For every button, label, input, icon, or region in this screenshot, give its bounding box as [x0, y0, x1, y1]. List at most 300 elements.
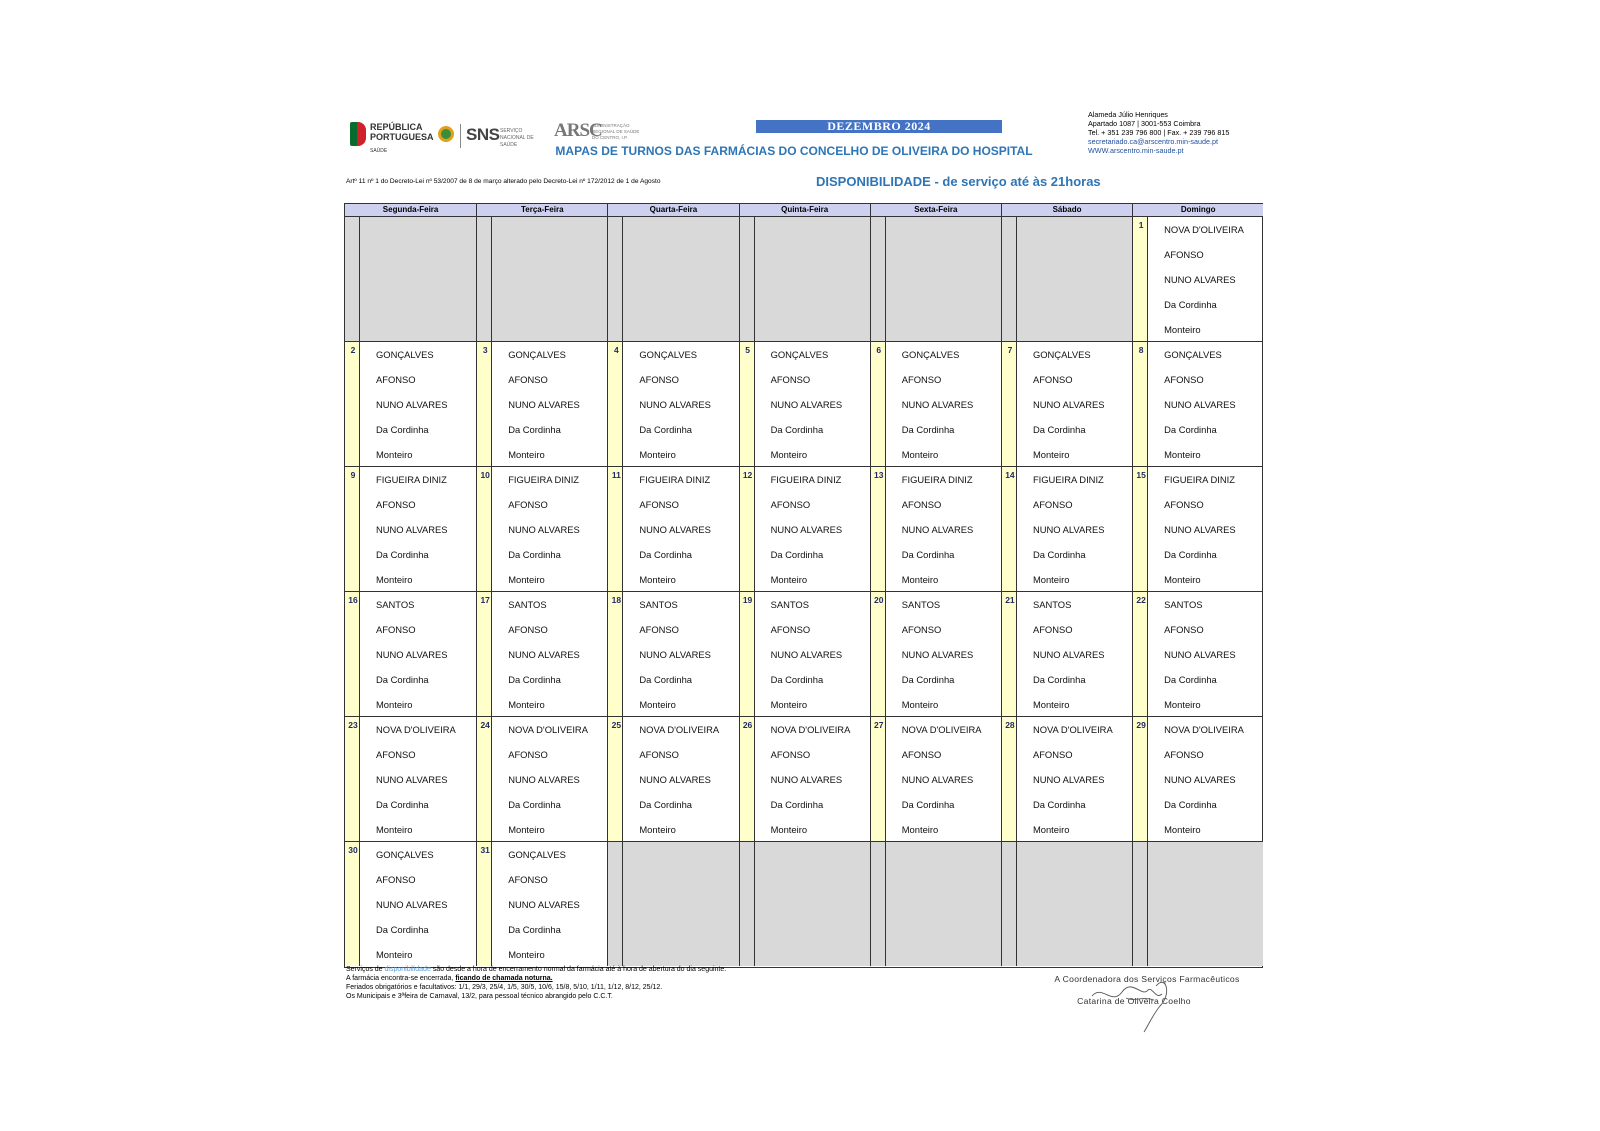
weekday-label: Sexta-Feira: [870, 204, 1001, 217]
day-number-column: [345, 842, 360, 966]
pharmacy-name: Da Cordinha: [639, 674, 693, 685]
empty-day-body: [755, 842, 870, 966]
day-number-column: [871, 842, 886, 966]
day-number: 27: [874, 720, 884, 730]
pharmacy-name: Da Cordinha: [639, 549, 693, 560]
pharmacy-name: Monteiro: [1164, 449, 1201, 460]
day-number: 16: [348, 595, 358, 605]
pharmacy-name: FIGUEIRA DINIZ: [901, 474, 973, 485]
pharmacy-name: AFONSO: [508, 749, 548, 760]
pharmacy-list: [1033, 349, 1105, 466]
pharmacy-list: [508, 474, 580, 591]
pharmacy-list: [376, 599, 448, 716]
pharmacy-name: AFONSO: [639, 624, 679, 635]
day-cell: [345, 842, 476, 966]
calendar-week: [345, 342, 1262, 467]
calendar-week: [345, 592, 1262, 717]
pharmacy-name: Monteiro: [376, 949, 413, 960]
pharmacy-name: AFONSO: [770, 374, 811, 385]
day-number: 9: [350, 470, 356, 480]
pharmacy-name: SANTOS: [508, 599, 547, 610]
pharmacy-name: Da Cordinha: [1032, 674, 1086, 685]
pharmacy-list: [639, 474, 711, 591]
address-line: Apartado 1087 | 3001-553 Coimbra: [1088, 119, 1201, 128]
pharmacy-name: Monteiro: [1164, 324, 1201, 335]
day-number-column: [1002, 342, 1017, 466]
pharmacy-name: Monteiro: [376, 699, 413, 710]
pharmacy-name: NUNO ALVARES: [639, 649, 711, 660]
pharmacy-list: [1164, 724, 1244, 841]
day-number: 25: [611, 720, 622, 730]
day-number: 23: [348, 720, 358, 730]
pharmacy-name: Monteiro: [508, 949, 545, 960]
day-number: 3: [482, 345, 488, 355]
pharmacy-name: NUNO ALVARES: [1032, 649, 1105, 660]
day-cell-empty: [870, 217, 1001, 341]
note-line: Os Municipais e 3ªfeira de Carnaval, 13/2, para pessoal técnico abrangido pelo C.C.T.: [346, 993, 613, 1000]
weekday-label: Terça-Feira: [476, 204, 607, 217]
day-cell: [345, 342, 476, 466]
day-number-column: [477, 842, 492, 966]
day-number-column: [1133, 717, 1148, 841]
day-cell: [739, 592, 870, 716]
address-block: [1088, 110, 1229, 155]
pharmacy-name: NOVA D'OLIVEIRA: [901, 724, 982, 735]
pharmacy-name: Da Cordinha: [1164, 674, 1217, 685]
day-cell: [1001, 717, 1132, 841]
pharmacy-name: Monteiro: [376, 449, 413, 460]
pharmacy-name: Da Cordinha: [901, 549, 955, 560]
pharmacy-name: Da Cordinha: [376, 799, 429, 810]
pharmacy-name: Da Cordinha: [508, 549, 561, 560]
pharmacy-list: [508, 349, 580, 466]
day-cell-empty: [870, 842, 1001, 966]
pharmacy-name: NUNO ALVARES: [1164, 399, 1236, 410]
day-number: 20: [874, 595, 884, 605]
pharmacy-name: Da Cordinha: [376, 674, 429, 685]
signature-role: A Coordenadora dos Serviços Farmacêuticos: [1054, 974, 1240, 984]
empty-day-body: [886, 842, 1001, 966]
pharmacy-name: FIGUEIRA DINIZ: [1032, 474, 1104, 485]
pharmacy-name: NUNO ALVARES: [1164, 274, 1236, 285]
day-number-column: [608, 842, 623, 966]
pharmacy-name: Da Cordinha: [1164, 799, 1217, 810]
pharmacy-name: SANTOS: [376, 599, 415, 610]
pharmacy-name: NUNO ALVARES: [1032, 524, 1105, 535]
email-link[interactable]: secretariado.ca@arscentro.min-saude.pt: [1088, 137, 1218, 146]
day-cell: [1132, 467, 1263, 591]
pharmacy-name: NUNO ALVARES: [508, 524, 580, 535]
day-cell: [345, 592, 476, 716]
day-number-column: [740, 467, 755, 591]
day-number-column: [871, 342, 886, 466]
day-number-column: [1002, 467, 1017, 591]
day-number-column: [608, 217, 623, 341]
handwritten-signature-icon: [1082, 976, 1202, 1034]
day-cell: [870, 717, 1001, 841]
note-line: [346, 965, 726, 974]
day-cell-empty: [739, 217, 870, 341]
day-number-column: [608, 592, 623, 716]
day-number-column: [477, 717, 492, 841]
empty-day-body: [492, 217, 607, 341]
day-number: 13: [874, 470, 884, 480]
day-number-column: [1133, 217, 1148, 341]
day-cell: [870, 342, 1001, 466]
pharmacy-name: NOVA D'OLIVEIRA: [770, 724, 851, 735]
pharmacy-name: Da Cordinha: [901, 424, 955, 435]
pharmacy-name: Da Cordinha: [376, 424, 429, 435]
pharmacy-name: Da Cordinha: [508, 924, 561, 935]
pharmacy-name: Monteiro: [1032, 574, 1070, 585]
pharmacy-name: AFONSO: [901, 499, 942, 510]
pharmacy-name: Monteiro: [901, 699, 939, 710]
day-number: 26: [742, 720, 753, 730]
pharmacy-list: [376, 849, 448, 966]
weekday-label: Sábado: [1001, 204, 1132, 217]
website-link[interactable]: WWW.arscentro.min-saude.pt: [1088, 146, 1184, 155]
day-number-column: [871, 717, 886, 841]
pharmacy-list: [902, 349, 974, 466]
pharmacy-list: [1033, 724, 1113, 841]
day-number-column: [608, 467, 623, 591]
weekday-label: Quinta-Feira: [739, 204, 870, 217]
day-cell: [1132, 717, 1263, 841]
day-number: 12: [742, 470, 753, 480]
pharmacy-list: [508, 724, 588, 841]
logo-sns-sub: SERVIÇO NACIONAL DE SAÚDE: [500, 128, 534, 148]
pharmacy-name: NUNO ALVARES: [901, 399, 974, 410]
day-cell: [1001, 592, 1132, 716]
pharmacy-name: AFONSO: [508, 374, 548, 385]
pharmacy-name: NUNO ALVARES: [639, 399, 711, 410]
note-emphasis: ficando de chamada noturna.: [455, 975, 553, 982]
pharmacy-list: [639, 599, 711, 716]
pharmacy-name: GONÇALVES: [1032, 349, 1091, 360]
calendar-week: [345, 717, 1262, 842]
pharmacy-list: [1033, 599, 1105, 716]
pharmacy-list: [771, 599, 843, 716]
pharmacy-name: AFONSO: [1032, 749, 1073, 760]
day-number: 17: [480, 595, 490, 605]
day-cell: [476, 592, 607, 716]
pharmacy-name: NUNO ALVARES: [376, 649, 448, 660]
pharmacy-list: [376, 474, 448, 591]
day-cell: [607, 717, 738, 841]
pharmacy-name: GONÇALVES: [376, 349, 434, 360]
day-cell: [1001, 342, 1132, 466]
day-cell-empty: [739, 842, 870, 966]
subtitle: DISPONIBILIDADE - de serviço até às 21horas: [816, 174, 1101, 189]
pharmacy-name: NUNO ALVARES: [1164, 649, 1236, 660]
pharmacy-list: [376, 349, 448, 466]
day-cell: [870, 592, 1001, 716]
pharmacy-name: Da Cordinha: [376, 924, 429, 935]
pharmacy-name: AFONSO: [376, 749, 416, 760]
pharmacy-name: Da Cordinha: [770, 799, 824, 810]
day-number-column: [477, 217, 492, 341]
pharmacy-name: Da Cordinha: [1032, 799, 1086, 810]
day-number: 14: [1005, 470, 1015, 480]
pharmacy-name: Monteiro: [639, 574, 676, 585]
pharmacy-list: [902, 599, 974, 716]
pharmacy-name: AFONSO: [1164, 499, 1204, 510]
day-cell-empty: [345, 217, 476, 341]
day-number-column: [477, 342, 492, 466]
sns-logo: [438, 122, 548, 152]
pharmacy-name: Monteiro: [508, 699, 545, 710]
pharmacy-name: Da Cordinha: [770, 549, 824, 560]
logo-sns-text: SNS: [466, 125, 500, 144]
pharmacy-name: Monteiro: [508, 574, 545, 585]
pharmacy-list: [771, 349, 843, 466]
day-number: 4: [614, 345, 619, 355]
pharmacy-name: NOVA D'OLIVEIRA: [639, 724, 720, 735]
pharmacy-name: AFONSO: [770, 499, 811, 510]
day-cell: [476, 342, 607, 466]
pharmacy-list: [771, 724, 851, 841]
day-number-column: [871, 467, 886, 591]
logo-republica-text: REPÚBLICA PORTUGUESA: [370, 122, 434, 142]
pharmacy-name: Monteiro: [1164, 699, 1201, 710]
pharmacy-name: SANTOS: [1032, 599, 1072, 610]
pharmacy-name: NUNO ALVARES: [376, 524, 448, 535]
pharmacy-name: AFONSO: [639, 749, 679, 760]
pharmacy-name: NOVA D'OLIVEIRA: [508, 724, 588, 735]
day-cell: [345, 717, 476, 841]
pharmacy-name: AFONSO: [901, 624, 942, 635]
pharmacy-list: [771, 474, 843, 591]
calendar-weeks: [345, 217, 1262, 967]
pharmacy-name: AFONSO: [901, 374, 942, 385]
pharmacy-name: NUNO ALVARES: [770, 774, 843, 785]
day-number-column: [345, 467, 360, 591]
pharmacy-name: GONÇALVES: [376, 849, 434, 860]
pharmacy-name: Monteiro: [770, 824, 808, 835]
calendar: [344, 203, 1263, 968]
day-number-column: [1133, 592, 1148, 716]
day-number-column: [1002, 592, 1017, 716]
day-number: 5: [745, 345, 750, 355]
pharmacy-name: NUNO ALVARES: [376, 399, 448, 410]
pharmacy-name: GONÇALVES: [508, 349, 566, 360]
pharmacy-name: Da Cordinha: [639, 424, 693, 435]
pharmacy-name: AFONSO: [639, 374, 679, 385]
page-title: MAPAS DE TURNOS DAS FARMÁCIAS DO CONCELHO DE OLIVEIRA DO HOSPITAL: [555, 144, 1033, 158]
pharmacy-name: Monteiro: [508, 449, 545, 460]
pharmacy-name: AFONSO: [770, 749, 811, 760]
empty-day-body: [623, 217, 738, 341]
day-number-column: [345, 717, 360, 841]
pharmacy-name: NUNO ALVARES: [1164, 524, 1236, 535]
pharmacy-name: Monteiro: [639, 449, 676, 460]
pharmacy-name: GONÇALVES: [1164, 349, 1222, 360]
day-number-column: [1133, 467, 1148, 591]
pharmacy-name: Da Cordinha: [770, 674, 824, 685]
logo-republica-sub: SAÚDE: [370, 148, 388, 154]
pharmacy-name: NUNO ALVARES: [639, 524, 711, 535]
pharmacy-name: AFONSO: [1032, 374, 1073, 385]
day-number: 30: [348, 845, 358, 855]
weekday-header: [345, 203, 1262, 217]
pharmacy-name: NUNO ALVARES: [770, 399, 843, 410]
day-cell: [476, 717, 607, 841]
day-cell-empty: [476, 217, 607, 341]
pharmacy-name: GONÇALVES: [770, 349, 829, 360]
day-number-column: [740, 342, 755, 466]
note-text: Serviços de: [346, 966, 385, 973]
empty-day-body: [1148, 842, 1263, 966]
day-number-column: [1002, 842, 1017, 966]
republica-portuguesa-logo: [350, 118, 442, 160]
day-number-column: [1133, 342, 1148, 466]
pharmacy-name: Da Cordinha: [770, 424, 824, 435]
pharmacy-name: GONÇALVES: [901, 349, 960, 360]
pharmacy-name: AFONSO: [1164, 749, 1204, 760]
pharmacy-name: Monteiro: [1032, 824, 1070, 835]
pharmacy-name: SANTOS: [639, 599, 678, 610]
pharmacy-name: NUNO ALVARES: [376, 899, 448, 910]
pharmacy-list: [902, 724, 982, 841]
day-number: 15: [1136, 470, 1146, 480]
pharmacy-name: Da Cordinha: [376, 549, 429, 560]
day-number: 24: [480, 720, 490, 730]
day-number: 1: [1138, 220, 1144, 230]
empty-day-body: [623, 842, 738, 966]
pharmacy-list: [639, 724, 719, 841]
day-number: 19: [742, 595, 753, 605]
pharmacy-name: Da Cordinha: [1164, 424, 1217, 435]
day-cell: [870, 467, 1001, 591]
day-number-column: [608, 717, 623, 841]
pharmacy-name: NUNO ALVARES: [770, 524, 843, 535]
day-number-column: [1002, 217, 1017, 341]
pharmacy-name: AFONSO: [376, 374, 416, 385]
empty-day-body: [1017, 217, 1132, 341]
pharmacy-name: NUNO ALVARES: [508, 649, 580, 660]
pharmacy-name: Monteiro: [770, 449, 808, 460]
pharmacy-name: SANTOS: [770, 599, 809, 610]
pharmacy-name: GONÇALVES: [639, 349, 698, 360]
pharmacy-name: Da Cordinha: [508, 799, 561, 810]
day-number-column: [1133, 842, 1148, 966]
day-number-column: [871, 592, 886, 716]
pharmacy-name: AFONSO: [1164, 374, 1204, 385]
day-cell-empty: [607, 217, 738, 341]
note-line: [346, 974, 726, 983]
pharmacy-name: Monteiro: [1032, 449, 1070, 460]
pharmacy-list: [1033, 474, 1105, 591]
pharmacy-name: SANTOS: [901, 599, 941, 610]
note-line: Feriados obrigatórios e facultativos: 1/1, 29/3, 25/4, 1/5, 30/5, 10/6, 15/8, 5/10, 1/11, 1/12, 8/12, 25/12.: [346, 984, 663, 991]
pharmacy-name: Da Cordinha: [1164, 299, 1217, 310]
day-number-column: [871, 217, 886, 341]
pharmacy-name: AFONSO: [508, 874, 548, 885]
day-cell: [1132, 217, 1263, 341]
pharmacy-name: FIGUEIRA DINIZ: [508, 474, 580, 485]
note-text: A farmácia encontra-se encerrada,: [346, 975, 456, 982]
day-cell: [476, 467, 607, 591]
pharmacy-name: NUNO ALVARES: [376, 774, 448, 785]
day-number-column: [740, 842, 755, 966]
pharmacy-name: Da Cordinha: [901, 674, 955, 685]
pharmacy-name: Monteiro: [1032, 699, 1070, 710]
pharmacy-name: AFONSO: [1164, 624, 1204, 635]
calendar-week: [345, 467, 1262, 592]
pharmacy-name: SANTOS: [1164, 599, 1203, 610]
empty-day-body: [1017, 842, 1132, 966]
pharmacy-name: NUNO ALVARES: [508, 774, 580, 785]
pharmacy-name: FIGUEIRA DINIZ: [639, 474, 711, 485]
pharmacy-name: GONÇALVES: [508, 849, 566, 860]
day-number-column: [740, 717, 755, 841]
calendar-week: [345, 217, 1262, 342]
pharmacy-name: Da Cordinha: [508, 424, 561, 435]
day-cell: [1001, 467, 1132, 591]
pharmacy-name: AFONSO: [639, 499, 679, 510]
pharmacy-name: Monteiro: [901, 574, 939, 585]
day-number-column: [345, 592, 360, 716]
pharmacy-name: Monteiro: [1164, 824, 1201, 835]
weekday-label: Segunda-Feira: [345, 204, 476, 217]
day-number-column: [477, 467, 492, 591]
pharmacy-name: Da Cordinha: [1032, 549, 1086, 560]
pharmacy-name: AFONSO: [1032, 499, 1073, 510]
day-number-column: [345, 217, 360, 341]
weekday-label: Domingo: [1132, 204, 1263, 217]
pharmacy-list: [508, 599, 580, 716]
pharmacy-list: [508, 849, 580, 966]
logo-arsc-sub: ADMINISTRAÇÃO REGIONAL DE SAÚDE DO CENTRO, I.P.: [592, 123, 640, 140]
day-cell: [476, 842, 607, 966]
footer-notes: [346, 965, 726, 1001]
pharmacy-name: Monteiro: [639, 699, 676, 710]
day-cell: [345, 467, 476, 591]
day-cell: [607, 467, 738, 591]
pharmacy-name: Da Cordinha: [1164, 549, 1217, 560]
pharmacy-name: Monteiro: [901, 449, 939, 460]
day-number-column: [477, 592, 492, 716]
pharmacy-name: Da Cordinha: [1032, 424, 1086, 435]
calendar-week: [345, 842, 1262, 967]
pharmacy-name: NUNO ALVARES: [901, 524, 974, 535]
day-number-column: [345, 342, 360, 466]
day-number-column: [1002, 717, 1017, 841]
pharmacy-name: Da Cordinha: [639, 799, 693, 810]
pharmacy-name: NUNO ALVARES: [1164, 774, 1236, 785]
day-number: 31: [480, 845, 490, 855]
day-cell-empty: [607, 842, 738, 966]
pharmacy-name: AFONSO: [376, 499, 416, 510]
day-number: 7: [1007, 345, 1013, 355]
note-highlight: disponibilidade: [384, 966, 431, 973]
pharmacy-name: Monteiro: [901, 824, 939, 835]
day-number: 28: [1005, 720, 1015, 730]
logo-arsc-text: ARSC: [554, 120, 602, 141]
day-number-column: [740, 217, 755, 341]
day-cell: [739, 342, 870, 466]
pharmacy-name: NUNO ALVARES: [901, 774, 974, 785]
pharmacy-name: Monteiro: [1164, 574, 1201, 585]
law-reference: Artº 11 nº 1 do Decreto-Lei nº 53/2007 de 8 de março alterado pelo Decreto-Lei nº 172/2012 de 1 de Agosto: [346, 178, 661, 185]
pharmacy-name: Monteiro: [639, 824, 676, 835]
portugal-flag-icon: [350, 122, 366, 146]
pharmacy-name: Monteiro: [376, 824, 413, 835]
pharmacy-name: NUNO ALVARES: [639, 774, 711, 785]
pharmacy-name: AFONSO: [508, 499, 548, 510]
note-text: são desde a hora de encerramento normal da farmácia até à hora de abertura do dia seguinte.: [430, 966, 727, 973]
pharmacy-name: Monteiro: [508, 824, 545, 835]
